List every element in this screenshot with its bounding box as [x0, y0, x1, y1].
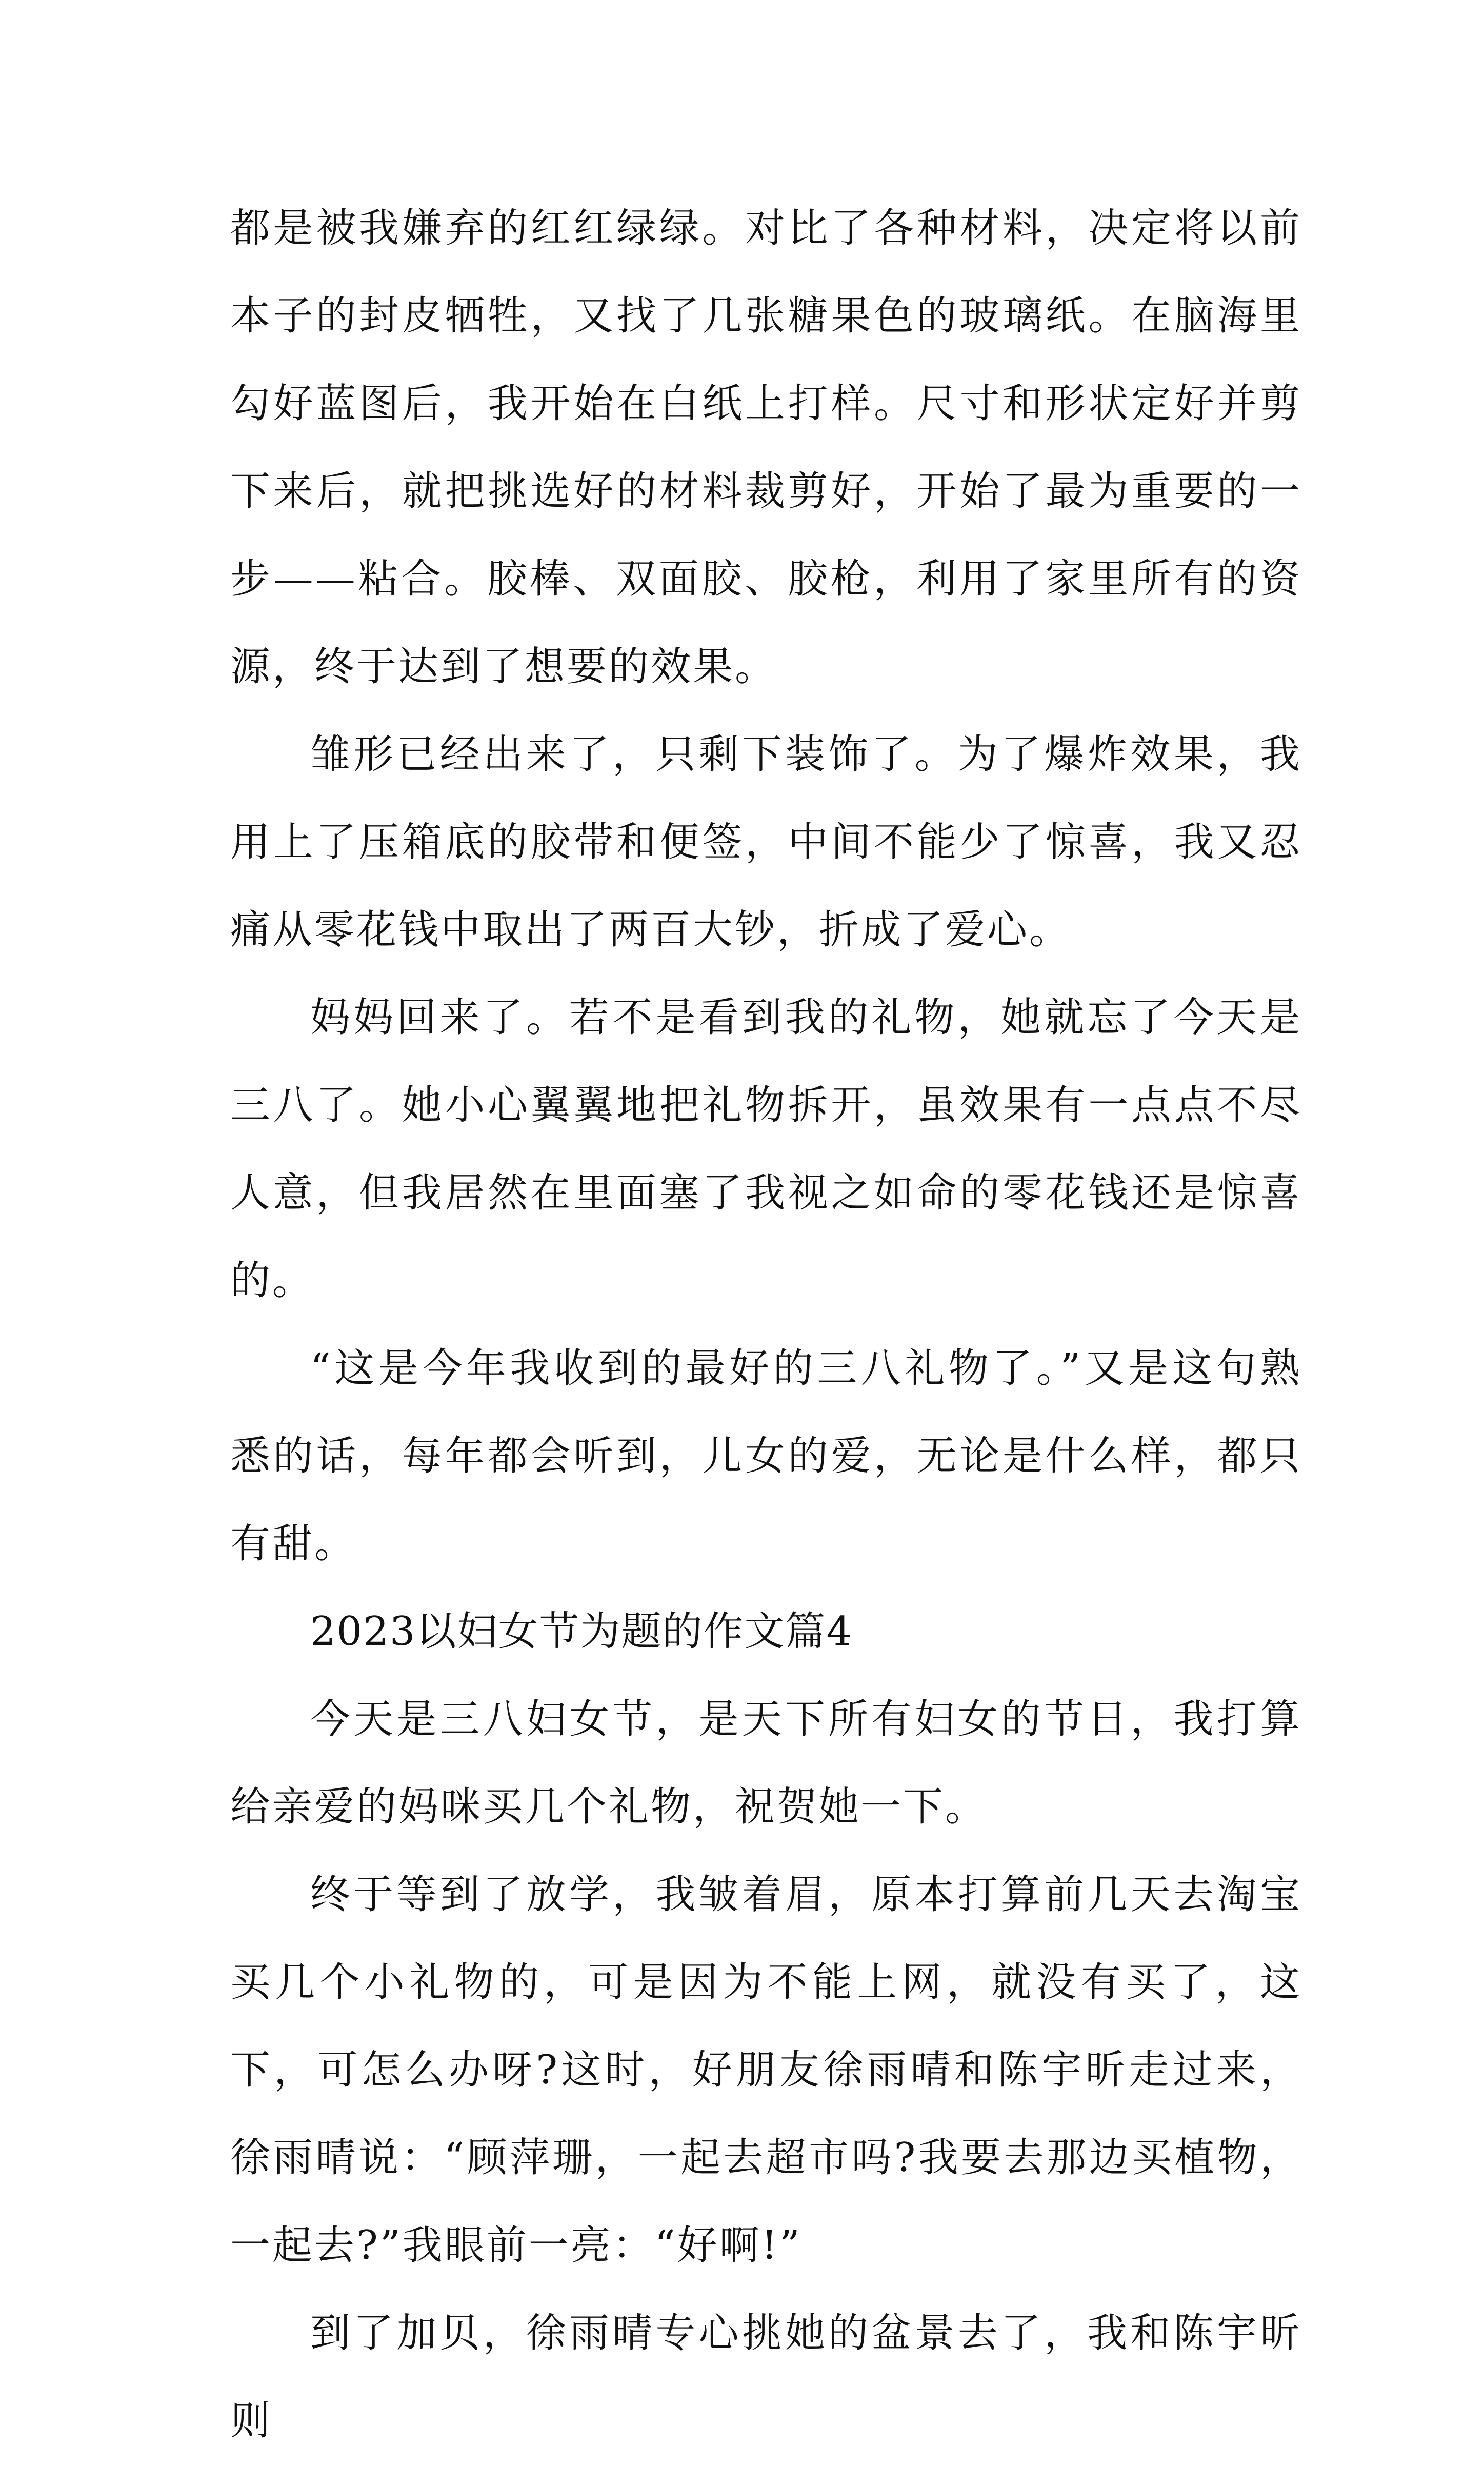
- paragraph-at-store: 到了加贝，徐雨晴专心挑她的盆景去了，我和陈宇昕则: [230, 2310, 1302, 2444]
- paragraph-materials: 都是被我嫌弃的红红绿绿。对比了各种材料，决定将以前本子的封皮牺牲，又找了几张糖果色的玻璃纸。在脑海里勾好蓝图后，我开始在白纸上打样。尺寸和形状定好并剪下来后，就把挑选好的材料裁剪好，开始了最为重要的一步——粘合。胶棒、双面胶、胶枪，利用了家里所有的资源，终于达到了想要的效果。: [230, 205, 1302, 690]
- section-heading: 2023以妇女节为题的作文篇4: [310, 1608, 853, 1655]
- paragraph-after-school: 终于等到了放学，我皱着眉，原本打算前几天去淘宝买几个小礼物的，可是因为不能上网，就没有买了，这下，可怎么办呀?这时，好朋友徐雨晴和陈宇昕走过来，徐雨晴说：“顾萍珊，一起去超市吗?我要去那边买植物，一起去?”我眼前一亮：“好啊!”: [230, 1872, 1302, 2269]
- document-body: [230, 185, 1302, 2465]
- paragraph-womens-day: 今天是三八妇女节，是天下所有妇女的节日，我打算给亲爱的妈咪买几个礼物，祝贺她一下。: [230, 1696, 1302, 1830]
- paragraph-mom-returns: 妈妈回来了。若不是看到我的礼物，她就忘了今天是三八了。她小心翼翼地把礼物拆开，虽效果有一点点不尽人意，但我居然在里面塞了我视之如命的零花钱还是惊喜的。: [230, 995, 1302, 1304]
- paragraph-decoration: 雏形已经出来了，只剩下装饰了。为了爆炸效果，我用上了压箱底的胶带和便签，中间不能少了惊喜，我又忍痛从零花钱中取出了两百大钞，折成了爱心。: [230, 731, 1302, 953]
- paragraph-best-gift-quote: “这是今年我收到的最好的三八礼物了。”又是这句熟悉的话，每年都会听到，儿女的爱，无论是什么样，都只有甜。: [230, 1345, 1302, 1567]
